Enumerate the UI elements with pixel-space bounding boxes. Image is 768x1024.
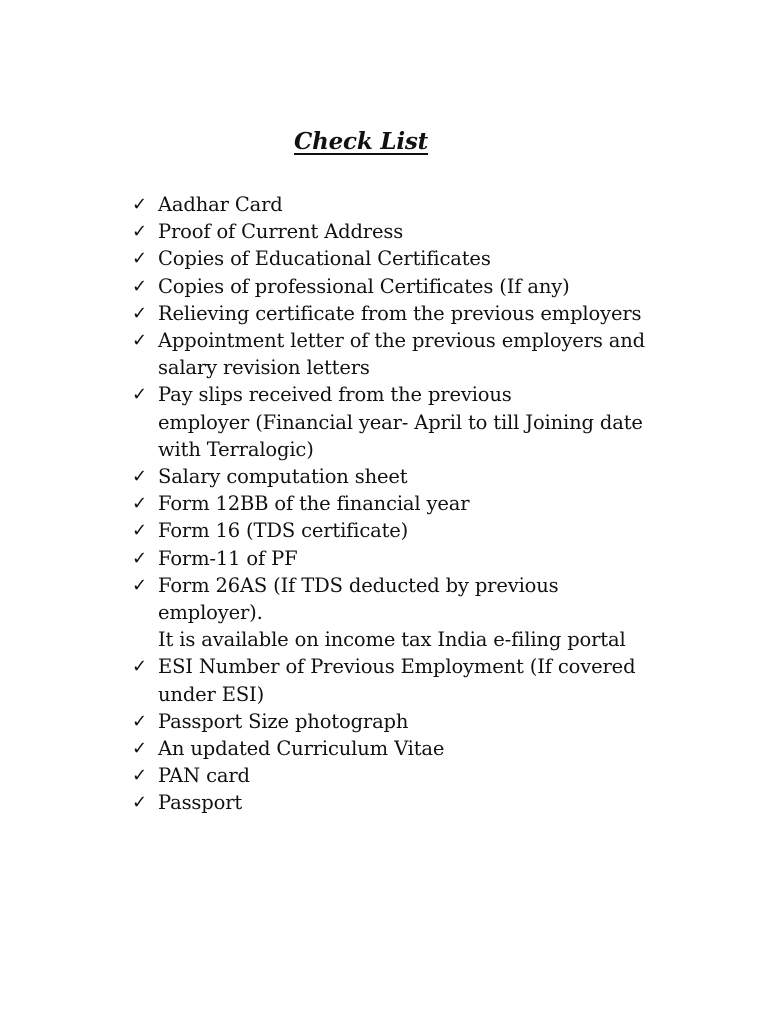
checklist-item-line: Form-11 of PF bbox=[158, 546, 298, 570]
checklist-item-line: ESI Number of Previous Employment (If covered bbox=[158, 655, 636, 679]
checklist-item-line: Copies of professional Certificates (If any) bbox=[158, 274, 570, 298]
checkmark-icon: ✓ bbox=[132, 194, 147, 215]
checklist-item-line: Salary computation sheet bbox=[158, 465, 408, 489]
checkmark-icon: ✓ bbox=[132, 520, 147, 542]
checklist-item-text bbox=[158, 735, 692, 762]
page-title: Check List bbox=[294, 128, 429, 155]
checklist-item-line: Form 26AS (If TDS deducted by previous bbox=[158, 573, 559, 597]
checklist-item-text bbox=[158, 218, 692, 245]
checklist-item-text bbox=[158, 762, 692, 789]
checklist-item bbox=[132, 327, 692, 381]
checklist-item-line: Aadhar Card bbox=[158, 193, 283, 216]
checklist-item-line: employer (Financial year- April to till Joining date bbox=[158, 410, 643, 434]
checklist-item-text bbox=[158, 191, 692, 218]
checkmark-icon: ✓ bbox=[132, 792, 147, 814]
checklist-item-text bbox=[158, 463, 692, 490]
checklist-item-text bbox=[158, 245, 692, 272]
checkmark-icon: ✓ bbox=[132, 384, 147, 406]
checklist-item-line: under ESI) bbox=[158, 682, 265, 706]
checklist-item-text bbox=[158, 327, 692, 381]
checkmark-icon: ✓ bbox=[132, 248, 147, 270]
checklist-item-line: Form 16 (TDS certificate) bbox=[158, 519, 409, 543]
checklist-item-line: Passport bbox=[158, 791, 243, 815]
checklist-item bbox=[132, 708, 692, 735]
checkmark-icon: ✓ bbox=[132, 493, 147, 515]
checklist bbox=[132, 191, 692, 817]
checkmark-icon: ✓ bbox=[132, 275, 147, 297]
checklist-item-line: An updated Curriculum Vitae bbox=[158, 737, 445, 761]
checklist-item bbox=[132, 245, 692, 272]
checklist-item bbox=[132, 735, 692, 762]
checklist-item bbox=[132, 762, 692, 789]
checkmark-icon: ✓ bbox=[132, 330, 147, 352]
checklist-item bbox=[132, 273, 692, 300]
checklist-item-line: It is available on income tax India e-filing portal bbox=[158, 628, 626, 652]
checklist-item-line: with Terralogic) bbox=[158, 437, 314, 461]
checkmark-icon: ✓ bbox=[132, 710, 147, 732]
checklist-item bbox=[132, 463, 692, 490]
checklist-item-line: Form 12BB of the financial year bbox=[158, 492, 470, 516]
checklist-item bbox=[132, 300, 692, 327]
checklist-item-text bbox=[158, 708, 692, 735]
checklist-item-line: employer). bbox=[158, 601, 263, 625]
checklist-item bbox=[132, 545, 692, 572]
checklist-item-text bbox=[158, 490, 692, 517]
checklist-item-line: Proof of Current Address bbox=[158, 220, 404, 244]
checklist-item bbox=[132, 381, 692, 463]
checklist-item bbox=[132, 572, 692, 654]
checkmark-icon: ✓ bbox=[132, 738, 147, 760]
checklist-item-line: salary revision letters bbox=[158, 356, 370, 380]
checklist-item bbox=[132, 191, 692, 218]
checklist-item-line: PAN card bbox=[158, 764, 250, 788]
checklist-item-text bbox=[158, 300, 692, 327]
checkmark-icon: ✓ bbox=[132, 574, 147, 596]
checkmark-icon: ✓ bbox=[132, 547, 147, 569]
checkmark-icon: ✓ bbox=[132, 302, 147, 324]
checklist-item bbox=[132, 517, 692, 544]
checklist-item bbox=[132, 490, 692, 517]
checklist-item-text bbox=[158, 517, 692, 544]
checklist-item-text bbox=[158, 545, 692, 572]
checklist-item bbox=[132, 789, 692, 816]
checklist-item-line: Copies of Educational Certificates bbox=[158, 247, 491, 271]
checkmark-icon: ✓ bbox=[132, 221, 147, 243]
checklist-item-line: Pay slips received from the previous bbox=[158, 383, 512, 407]
checklist-item bbox=[132, 653, 692, 707]
checklist-item-text bbox=[158, 273, 692, 300]
checklist-item-line: Appointment letter of the previous employers and bbox=[158, 329, 645, 353]
checkmark-icon: ✓ bbox=[132, 656, 147, 678]
checklist-item-line: Relieving certificate from the previous employers bbox=[158, 301, 642, 325]
checkmark-icon: ✓ bbox=[132, 466, 147, 488]
checklist-item-text bbox=[158, 572, 692, 654]
checklist-item-line: Passport Size photograph bbox=[158, 709, 409, 733]
checklist-item bbox=[132, 218, 692, 245]
checklist-item-text bbox=[158, 653, 692, 707]
checklist-item-text bbox=[158, 789, 692, 816]
checkmark-icon: ✓ bbox=[132, 765, 147, 787]
checklist-item-text bbox=[158, 381, 692, 463]
